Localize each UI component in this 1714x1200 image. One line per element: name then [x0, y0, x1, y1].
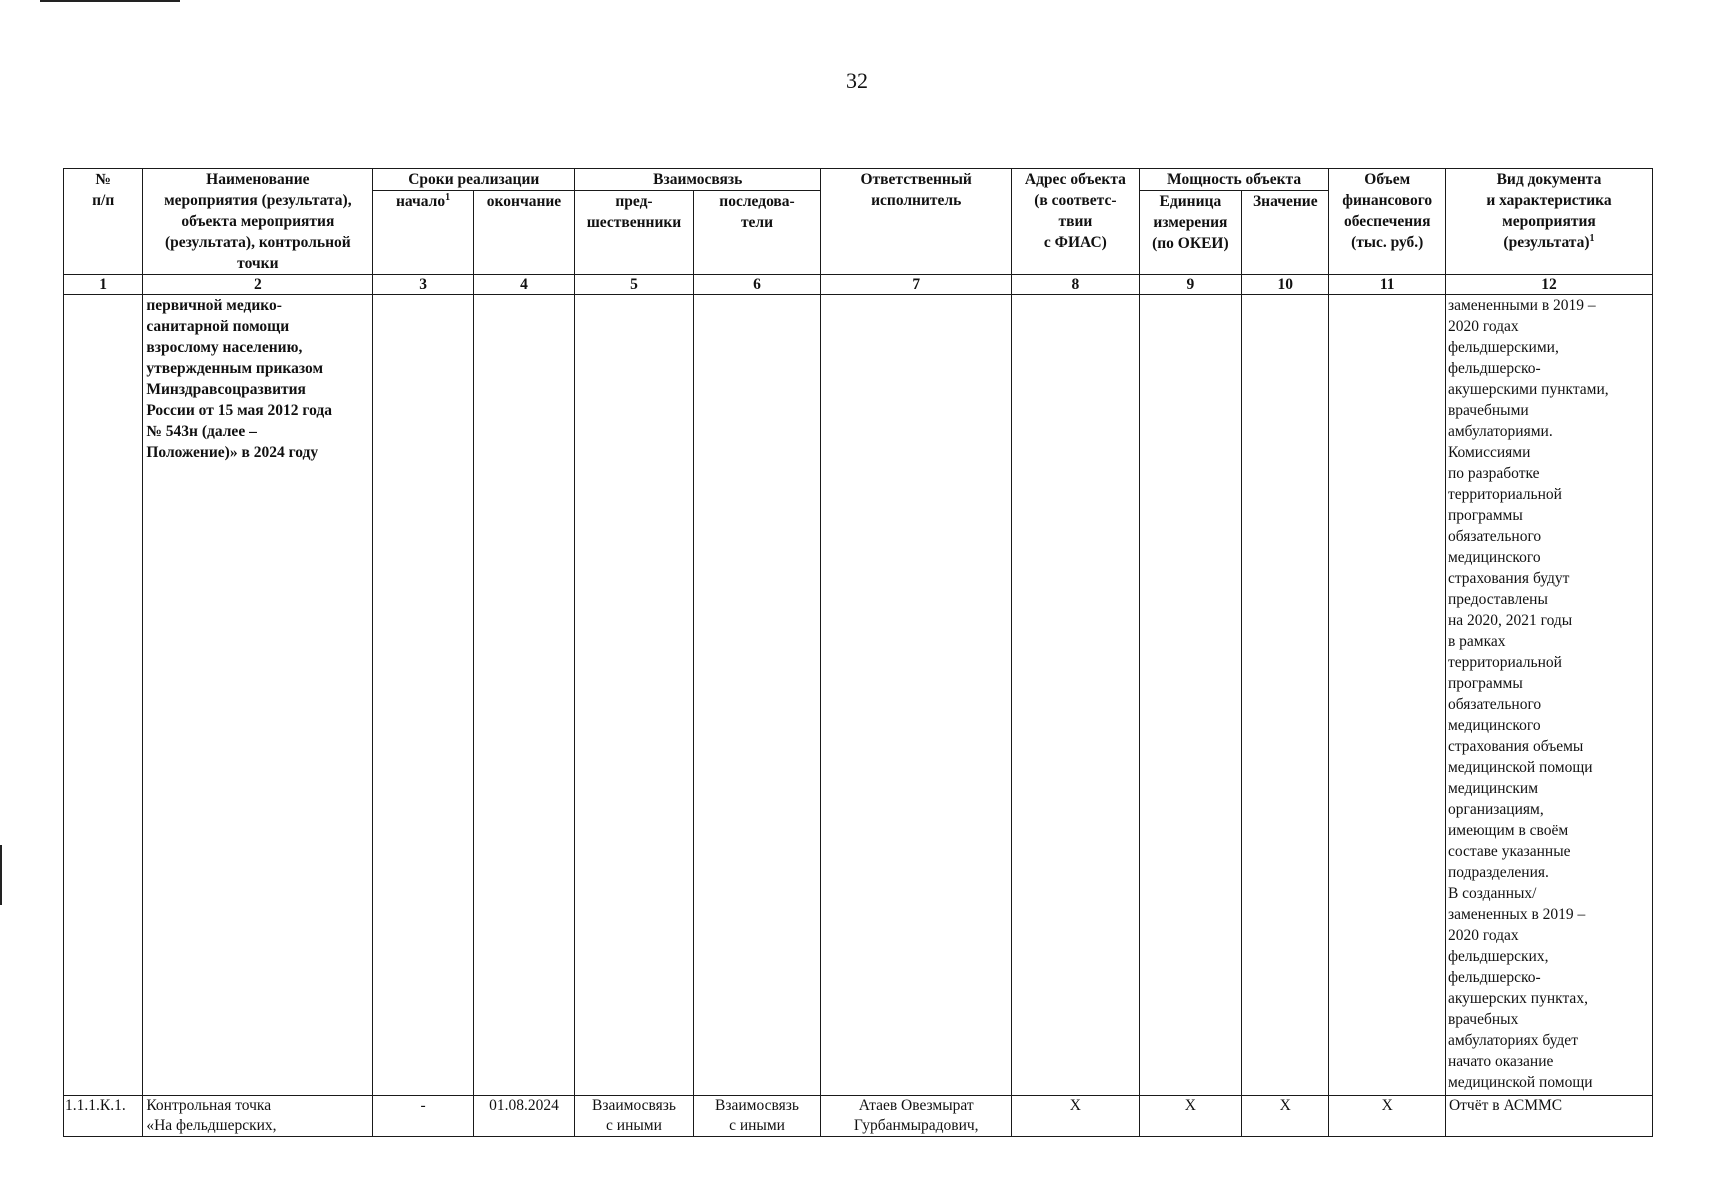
cell-checkpoint-unit: X [1139, 1096, 1241, 1137]
cell-empty [1139, 295, 1241, 1096]
cell-event-name-continued: первичной медико- санитарной помощи взрослому населению, утвержденным приказом Минздравсоцразвития России от 15 мая 2012 года № 543н (далее – Положение)» в 2024 году [143, 295, 373, 1096]
cell-checkpoint-number: 1.1.1.К.1. [64, 1096, 143, 1137]
header-col-name: Наименование мероприятия (результата), объекта мероприятия (результата), контрольной точки [143, 169, 373, 275]
cell-empty [1012, 295, 1140, 1096]
header-col-predecessors: пред- шественники [575, 191, 694, 275]
page-number: 32 [846, 68, 868, 93]
column-numbers-row [64, 275, 1653, 295]
cell-document-description: замененными в 2019 – 2020 годах фельдшерскими, фельдшерско- акушерскими пунктами, врачебными амбулаториями. Комиссиями по разработке территориальной программы обязательного медицинского страхования будут предоставлены на 2020, 2021 годы в рамках территориальной программы обязательного медицинского страхования объемы медицинской помощи медицинским организациям, имеющим в своём составе указанные подразделения. В созданных/ замененных в 2019 – 2020 годах фельдшерских, фельдшерско- акушерских пунктах, врачебных амбулаториях будет начато оказание медицинской помощи [1445, 295, 1652, 1096]
cell-checkpoint-name: Контрольная точка «На фельдшерских, [143, 1096, 373, 1137]
header-group-relations: Взаимосвязь [575, 169, 821, 191]
cell-checkpoint-end: 01.08.2024 [473, 1096, 574, 1137]
cell-checkpoint-value: X [1242, 1096, 1329, 1137]
cell-checkpoint-start: - [373, 1096, 473, 1137]
header-col-address: Адрес объекта (в соответс- твии с ФИАС) [1012, 169, 1140, 275]
header-col-num: № п/п [64, 169, 143, 275]
cell-empty [1329, 295, 1446, 1096]
column-number: 4 [473, 275, 574, 295]
header-col-start: начало$^1$ [373, 191, 473, 275]
cell-empty [473, 295, 574, 1096]
column-number: 6 [693, 275, 821, 295]
cell-checkpoint-predecessors: Взаимосвязь с иными [575, 1096, 694, 1137]
cell-checkpoint-successors: Взаимосвязь с иными [693, 1096, 821, 1137]
column-number: 11 [1329, 275, 1446, 295]
cell-checkpoint-document: Отчёт в АСММС [1445, 1096, 1652, 1137]
cell-empty [821, 295, 1012, 1096]
header-col-unit: Единица измерения (по ОКЕИ) [1139, 191, 1241, 275]
cell-empty [1242, 295, 1329, 1096]
cell-empty [693, 295, 821, 1096]
column-number: 2 [143, 275, 373, 295]
column-number: 1 [64, 275, 143, 295]
cell-empty [373, 295, 473, 1096]
header-group-terms: Сроки реализации [373, 169, 575, 191]
header-col-responsible: Ответственный исполнитель [821, 169, 1012, 275]
header-row-1 [64, 169, 1653, 191]
cell-empty [575, 295, 694, 1096]
column-number: 8 [1012, 275, 1140, 295]
header-col-end: окончание [473, 191, 574, 275]
cell-num-empty [64, 295, 143, 1096]
column-number: 3 [373, 275, 473, 295]
header-col-successors: последова- тели [693, 191, 821, 275]
column-number: 9 [1139, 275, 1241, 295]
header-col-finance: Объем финансового обеспечения (тыс. руб.) [1329, 169, 1446, 275]
plan-table [63, 168, 1653, 1137]
header-col-document: Вид документа и характеристика мероприятия (результата)$^1$ [1445, 169, 1652, 275]
scan-edge-mark-top [40, 0, 180, 2]
column-number: 7 [821, 275, 1012, 295]
scan-edge-mark-left [0, 845, 2, 905]
table-row-checkpoint [64, 1096, 1653, 1137]
cell-checkpoint-address: X [1012, 1096, 1140, 1137]
header-group-capacity: Мощность объекта [1139, 169, 1329, 191]
cell-checkpoint-responsible: Атаев Овезмырат Гурбанмырадович, [821, 1096, 1012, 1137]
column-number: 10 [1242, 275, 1329, 295]
header-col-value: Значение [1242, 191, 1329, 275]
column-number: 5 [575, 275, 694, 295]
column-number: 12 [1445, 275, 1652, 295]
cell-checkpoint-finance: X [1329, 1096, 1446, 1137]
table-row-continuation [64, 295, 1653, 1096]
